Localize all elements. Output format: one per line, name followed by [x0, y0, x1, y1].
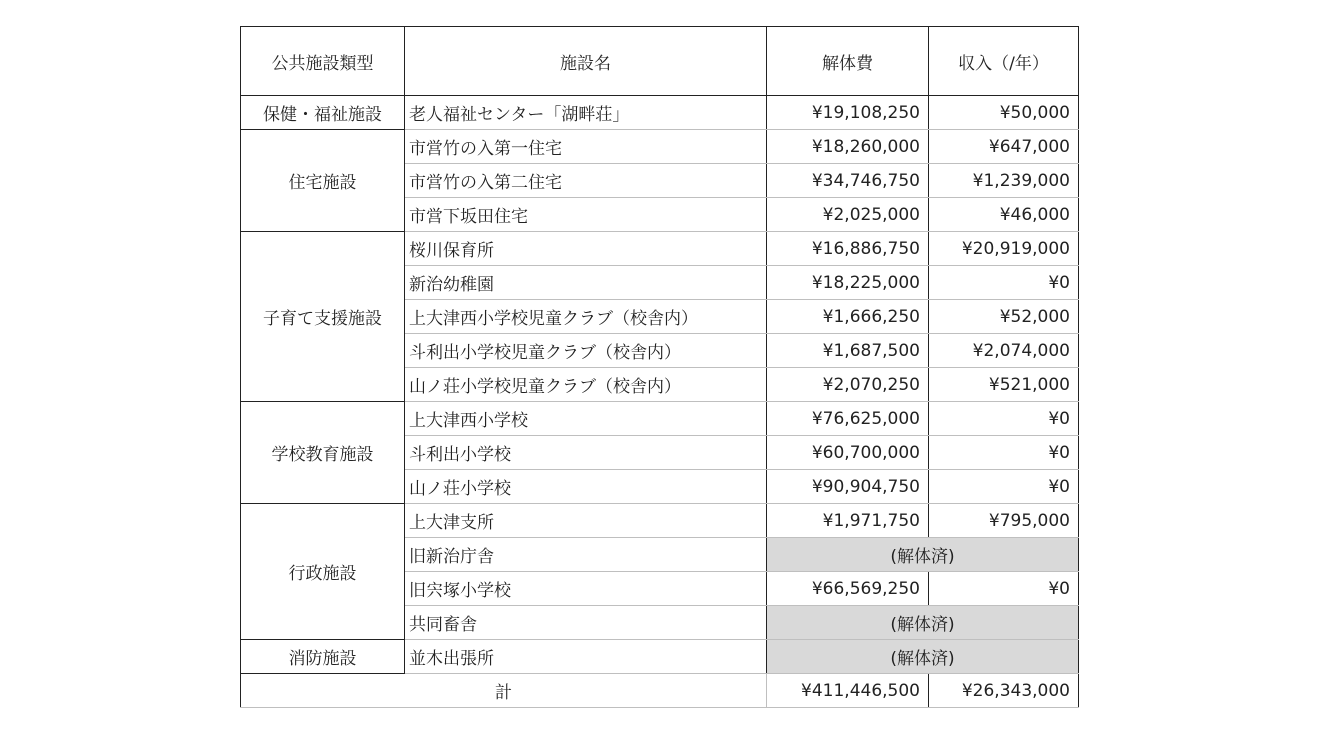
demolition-cost-cell: ¥66,569,250 [767, 572, 929, 606]
table-row [241, 232, 1079, 266]
facility-name-cell: 斗利出小学校児童クラブ（校舎内） [405, 334, 767, 368]
demolition-cost-cell: ¥76,625,000 [767, 402, 929, 436]
demolition-cost-cell: ¥90,904,750 [767, 470, 929, 504]
facility-cost-table [240, 26, 1079, 708]
header-type: 公共施設類型 [241, 27, 405, 96]
facility-name-cell: 旧新治庁舎 [405, 538, 767, 572]
demolition-cost-cell: ¥18,260,000 [767, 130, 929, 164]
facility-name-cell: 共同畜舎 [405, 606, 767, 640]
income-cell: ¥50,000 [929, 96, 1079, 130]
facility-name-cell: 斗利出小学校 [405, 436, 767, 470]
facility-name-cell: 市営下坂田住宅 [405, 198, 767, 232]
income-cell: ¥0 [929, 470, 1079, 504]
header-income: 収入（/年） [929, 27, 1079, 96]
facility-type-cell: 行政施設 [241, 504, 405, 640]
demolition-cost-cell: ¥2,025,000 [767, 198, 929, 232]
income-cell: ¥647,000 [929, 130, 1079, 164]
header-name: 施設名 [405, 27, 767, 96]
demolition-cost-cell: ¥1,666,250 [767, 300, 929, 334]
facility-type-cell: 子育て支援施設 [241, 232, 405, 402]
demolition-cost-cell: ¥19,108,250 [767, 96, 929, 130]
facility-type-cell: 消防施設 [241, 640, 405, 674]
total-label: 計 [241, 674, 767, 708]
demolished-cell: (解体済) [767, 538, 1079, 572]
table-row [241, 96, 1079, 130]
facility-name-cell: 上大津西小学校児童クラブ（校舎内） [405, 300, 767, 334]
demolition-cost-cell: ¥2,070,250 [767, 368, 929, 402]
header-cost: 解体費 [767, 27, 929, 96]
total-income: ¥26,343,000 [929, 674, 1079, 708]
income-cell: ¥795,000 [929, 504, 1079, 538]
income-cell: ¥2,074,000 [929, 334, 1079, 368]
income-cell: ¥1,239,000 [929, 164, 1079, 198]
demolition-cost-cell: ¥16,886,750 [767, 232, 929, 266]
table-row [241, 402, 1079, 436]
demolished-cell: (解体済) [767, 640, 1079, 674]
demolition-cost-cell: ¥18,225,000 [767, 266, 929, 300]
income-cell: ¥0 [929, 402, 1079, 436]
income-cell: ¥52,000 [929, 300, 1079, 334]
table-row [241, 130, 1079, 164]
header-row [241, 27, 1079, 96]
facility-name-cell: 並木出張所 [405, 640, 767, 674]
demolished-cell: (解体済) [767, 606, 1079, 640]
income-cell: ¥0 [929, 436, 1079, 470]
facility-type-cell: 住宅施設 [241, 130, 405, 232]
table-row [241, 504, 1079, 538]
total-cost: ¥411,446,500 [767, 674, 929, 708]
facility-name-cell: 市営竹の入第一住宅 [405, 130, 767, 164]
facility-name-cell: 老人福祉センター「湖畔荘」 [405, 96, 767, 130]
facility-name-cell: 旧宍塚小学校 [405, 572, 767, 606]
demolition-cost-cell: ¥34,746,750 [767, 164, 929, 198]
income-cell: ¥46,000 [929, 198, 1079, 232]
income-cell: ¥0 [929, 266, 1079, 300]
facility-type-cell: 保健・福祉施設 [241, 96, 405, 130]
facility-name-cell: 市営竹の入第二住宅 [405, 164, 767, 198]
total-row [241, 674, 1079, 708]
demolition-cost-cell: ¥60,700,000 [767, 436, 929, 470]
demolition-cost-cell: ¥1,687,500 [767, 334, 929, 368]
facility-name-cell: 上大津西小学校 [405, 402, 767, 436]
facility-name-cell: 山ノ荘小学校児童クラブ（校舎内） [405, 368, 767, 402]
table-body [241, 96, 1079, 674]
facility-type-cell: 学校教育施設 [241, 402, 405, 504]
income-cell: ¥20,919,000 [929, 232, 1079, 266]
income-cell: ¥521,000 [929, 368, 1079, 402]
income-cell: ¥0 [929, 572, 1079, 606]
facility-name-cell: 山ノ荘小学校 [405, 470, 767, 504]
facility-name-cell: 桜川保育所 [405, 232, 767, 266]
demolition-cost-cell: ¥1,971,750 [767, 504, 929, 538]
facility-name-cell: 上大津支所 [405, 504, 767, 538]
facility-name-cell: 新治幼稚園 [405, 266, 767, 300]
table-row [241, 640, 1079, 674]
